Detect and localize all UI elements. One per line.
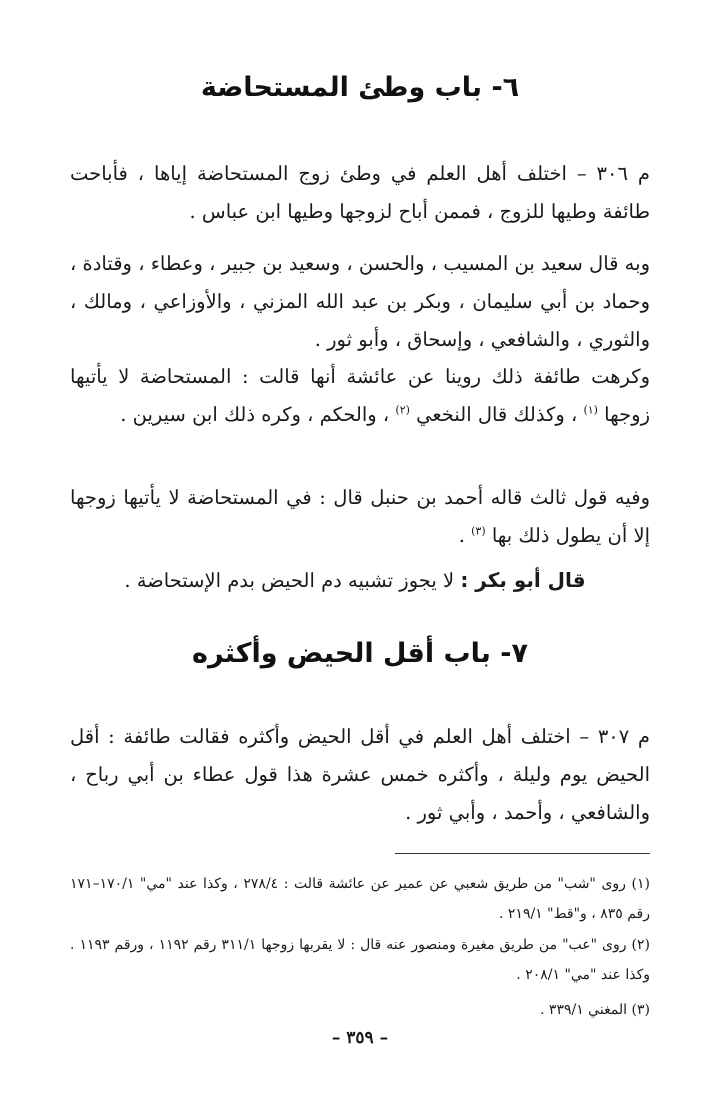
footnote-divider <box>395 853 650 854</box>
paragraph-text: وكرهت طائفة ذلك روينا عن عائشة أنها قالت : المستحاضة لا يأتيها زوجها <box>70 365 650 426</box>
footnote-ref-2[interactable]: (٢) <box>395 403 410 417</box>
footnote-text: روى "شب" من طريق شعبي عن عمير عن عائشة قالت : ٢٧٨/٤ ، وكذا عند "مي" ١٧٠/١–١٧١ رقم ٨٣٥ ، و"قط" ٢١٩/١ . <box>70 876 650 922</box>
author-note <box>70 561 640 600</box>
page-number: – ٣٥٩ – <box>331 1028 389 1048</box>
chapter-heading-6: ٦- باب وطئ المستحاضة <box>200 72 520 103</box>
disliked-opinion-paragraph <box>70 358 650 434</box>
footnote-ref-3[interactable]: (٣) <box>471 524 486 538</box>
masala-306-paragraph: م ٣٠٦ – اختلف أهل العلم في وطئ زوج المستحاضة إياها ، فأباحت طائفة وطيها للزوج ، فممن أباح لزوجها وطيها ابن عباس . <box>70 162 650 223</box>
author-note-label: قال أبو بكر : <box>460 568 586 592</box>
author-note-text: لا يجوز تشبيه دم الحيض بدم الإستحاضة . <box>124 569 455 592</box>
book-page <box>70 0 650 1095</box>
footnote-number: (٣) <box>631 1002 650 1018</box>
scholars-list-paragraph: وبه قال سعيد بن المسيب ، والحسن ، وسعيد بن جبير ، وعطاء ، وقتادة ، وحماد بن أبي سليمان ، وبكر بن عبد الله المزني ، والأوزاعي ، ومالك ، والثوري ، والشافعي ، وإسحاق ، وأبو ثور . <box>70 252 650 351</box>
paragraph-text: وفيه قول ثالث قاله أحمد بن حنبل قال : في المستحاضة لا يأتيها زوجها إلا أن يطول ذلك بها <box>70 486 650 547</box>
footnote-3 <box>70 995 650 1025</box>
footnote-1 <box>70 869 650 929</box>
paragraph-text: ، والحكم ، وكره ذلك ابن سيرين . <box>120 403 390 426</box>
footnote-number: (٢) <box>631 937 650 953</box>
footnote-text: روى "عب" من طريق مغيرة ومنصور عنه قال : لا يقربها زوجها ٣١١/١ رقم ١١٩٢ ، ورقم ١١٩٣ . وكذا عند "مي" ٢٠٨/١ . <box>70 937 650 983</box>
paragraph-text: . <box>458 524 465 547</box>
footnote-2 <box>70 930 650 990</box>
footnote-number: (١) <box>631 876 650 892</box>
third-opinion-paragraph <box>70 479 650 555</box>
footnote-ref-1[interactable]: (١) <box>583 403 598 417</box>
chapter-heading-7: ٧- باب أقل الحيض وأكثره <box>192 638 528 669</box>
paragraph-text: ، وكذلك قال النخعي <box>416 403 578 426</box>
masala-307-paragraph: م ٣٠٧ – اختلف أهل العلم في أقل الحيض وأكثره فقالت طائفة : أقل الحيض يوم وليلة ، وأكثره خمس عشرة هذا قول عطاء بن أبي رباح ، والشافعي ، وأحمد ، وأبي ثور . <box>70 725 650 824</box>
footnote-text: المغني ٣٣٩/١ . <box>540 1002 628 1018</box>
